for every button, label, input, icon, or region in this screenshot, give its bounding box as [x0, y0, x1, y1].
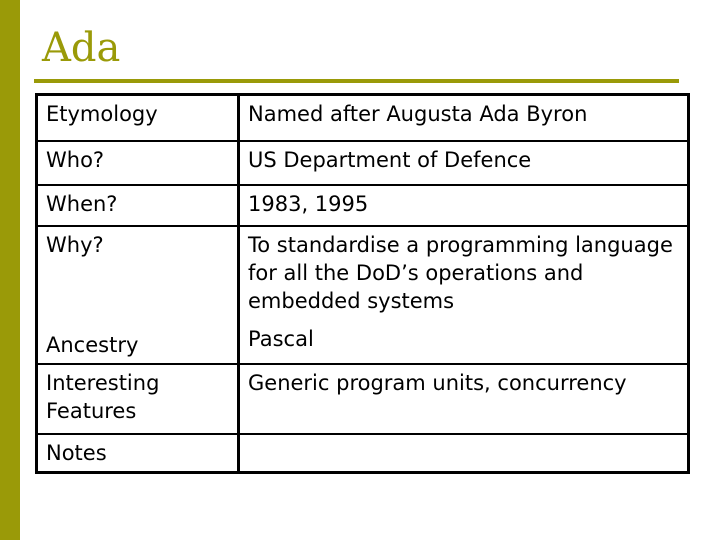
table-row-who: [37, 141, 689, 185]
row-value: US Department of Defence: [239, 141, 689, 185]
row-value: Generic program units, concurrency: [239, 364, 689, 434]
row-label: Interesting Features: [37, 364, 239, 434]
row-label: When?: [37, 185, 239, 226]
row-label: Ancestry: [37, 321, 239, 364]
slide-title: Ada: [42, 25, 121, 71]
row-label: Who?: [37, 141, 239, 185]
row-value: Pascal: [239, 321, 689, 364]
table-row-ancestry: [37, 321, 689, 364]
table-row-interesting-features: [37, 364, 689, 434]
row-value: 1983, 1995: [239, 185, 689, 226]
table-row-etymology: [37, 95, 689, 142]
info-table: [35, 93, 690, 474]
row-label: Notes: [37, 434, 239, 473]
row-label: Etymology: [37, 95, 239, 142]
table-row-when: [37, 185, 689, 226]
table-row-why: [37, 226, 689, 321]
table-row-notes: [37, 434, 689, 473]
row-label: Why?: [37, 226, 239, 321]
left-accent-bar: [0, 0, 20, 540]
title-underline: [34, 79, 679, 83]
row-value: Named after Augusta Ada Byron: [239, 95, 689, 142]
row-value: To standardise a programming language for all the DoD’s operations and embedded systems: [248, 233, 673, 313]
row-value: [239, 434, 689, 473]
